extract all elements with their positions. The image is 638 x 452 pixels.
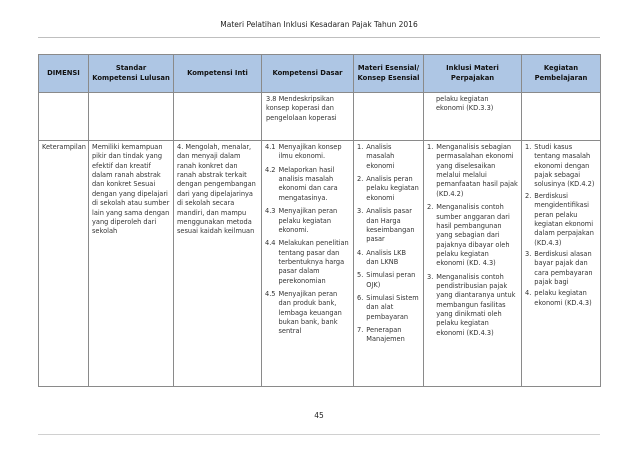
cell-skl <box>89 141 174 387</box>
kd-list <box>265 143 350 337</box>
header-standar-kompetensi: Standar Kompetensi Lulusan <box>89 55 174 93</box>
header-kegiatan: Kegiatan Pembelajaran <box>522 55 601 93</box>
list-item: 4.5 Menyajikan peran dan produk bank, lembaga keuangan bukan bank, bank sentral <box>265 290 342 336</box>
header-kompetensi-inti: Kompetensi Inti <box>174 55 262 93</box>
list-item: 5. Simulasi peran OJK) <box>357 271 416 289</box>
curriculum-table <box>38 54 601 387</box>
footer-divider <box>38 434 600 435</box>
list-item: 4.3 Menyajikan peran pelaku kegiatan ekonomi. <box>265 207 338 234</box>
list-item: 3. Menganalisis contoh pendistribusian pajak yang diantaranya untuk membangun fasilitas yang dinikmati oleh pelaku kegiatan ekonomi (KD.4.3) <box>427 272 516 337</box>
ki-text: 4. Mengolah, menalar, dan menyaji dalam ranah konkret dan ranah abstrak terkait dengan pengembangan dari yang dipelajarinya di sekolah secara mandiri, dan mampu menggunakan metoda sesuai kaidah keilmuan <box>177 143 256 236</box>
cell-skl-empty <box>89 93 174 141</box>
page-header-title: Materi Pelatihan Inklusi Kesadaran Pajak Tahun 2016 <box>220 20 418 29</box>
inklusi-continued-text: pelaku kegiatan ekonomi (KD.3.3) <box>436 95 494 113</box>
list-item: 1. Menganalisis sebagian permasalahan ekonomi yang diselesaikan melalui melalui pemanfaatan hasil pajak (KD.4.2) <box>427 143 518 198</box>
cell-inklusi-continued <box>424 93 522 141</box>
list-item: 2. Menganalisis contoh sumber anggaran dari hasil pembangunan yang sebagian dari pajaknya dibayar oleh pelaku kegiatan ekonomi (KD. 4.3) <box>427 203 510 268</box>
list-item: 3. Analisis pasar dan Harga keseimbangan pasar <box>357 207 415 244</box>
cell-dimensi-empty <box>39 93 89 141</box>
table-row <box>39 93 601 141</box>
table-header-row <box>39 55 601 93</box>
cell-kegiatan-empty <box>522 93 601 141</box>
list-item: 3. Berdiskusi alasan bayar pajak dan cara pembayaran pajak bagi <box>525 249 593 287</box>
kegiatan-list <box>525 143 597 308</box>
table-row <box>39 141 601 387</box>
cell-ki <box>174 141 262 387</box>
cell-kegiatan <box>522 141 601 387</box>
cell-inklusi <box>424 141 522 387</box>
list-item: 2. Analisis peran pelaku kegiatan ekonomi <box>357 175 419 202</box>
list-item: 4.4 Melakukan penelitian tentang pasar dan terbentuknya harga pasar dalam perekonomian <box>265 239 349 285</box>
cell-kd-3-8 <box>262 93 354 141</box>
list-item: 1. Studi kasus tentang masalah ekonomi dengan pajak sebagai solusinya (KD.4.2) <box>525 143 595 189</box>
list-item: 4.2 Melaporkan hasil analisis masalah ekonomi dan cara mengatasinya. <box>265 165 338 202</box>
list-item: 4.1 Menyajikan konsep ilmu ekonomi. <box>265 143 342 161</box>
header-dimensi: DIMENSI <box>39 55 89 93</box>
list-item: 7. Penerapan Manajemen <box>357 326 405 344</box>
list-item: 6. Simulasi Sistem dan alat pembayaran <box>357 294 419 321</box>
dimensi-text: Keterampilan <box>42 143 86 151</box>
kd-3-8-text: 3.8 Mendeskripsikan konsep koperasi dan pengelolaan koperasi <box>266 95 337 122</box>
materi-list <box>357 143 420 345</box>
list-item: 1. Analisis masalah ekonomi <box>357 143 395 170</box>
header-divider <box>38 37 600 38</box>
header-materi-esensial: Materi Esensial/ Konsep Esensial <box>354 55 424 93</box>
list-item: 4. pelaku kegiatan ekonomi (KD.4.3) <box>525 289 592 307</box>
cell-materi-empty <box>354 93 424 141</box>
list-item: 4. Analisis LKB dan LKNB <box>357 248 407 266</box>
cell-kd <box>262 141 354 387</box>
cell-dimensi <box>39 141 89 387</box>
page-number: 45 <box>314 411 324 420</box>
header-inklusi-materi: Inklusi Materi Perpajakan <box>424 55 522 93</box>
list-item: 2. Berdiskusi mengidentifikasi peran pelaku kegiatan ekonomi dalam perpajakan (KD.4.3) <box>525 191 594 247</box>
skl-text: Memiliki kemampuan pikir dan tindak yang efektif dan kreatif dalam ranah abstrak dan konkret Sesuai dengan yang dipelajari di sekolah atau sumber lain yang sama dengan yang diperoleh dari sekolah <box>92 143 170 236</box>
header-kompetensi-dasar: Kompetensi Dasar <box>262 55 354 93</box>
inklusi-list <box>427 143 518 338</box>
cell-materi <box>354 141 424 387</box>
cell-ki-empty <box>174 93 262 141</box>
